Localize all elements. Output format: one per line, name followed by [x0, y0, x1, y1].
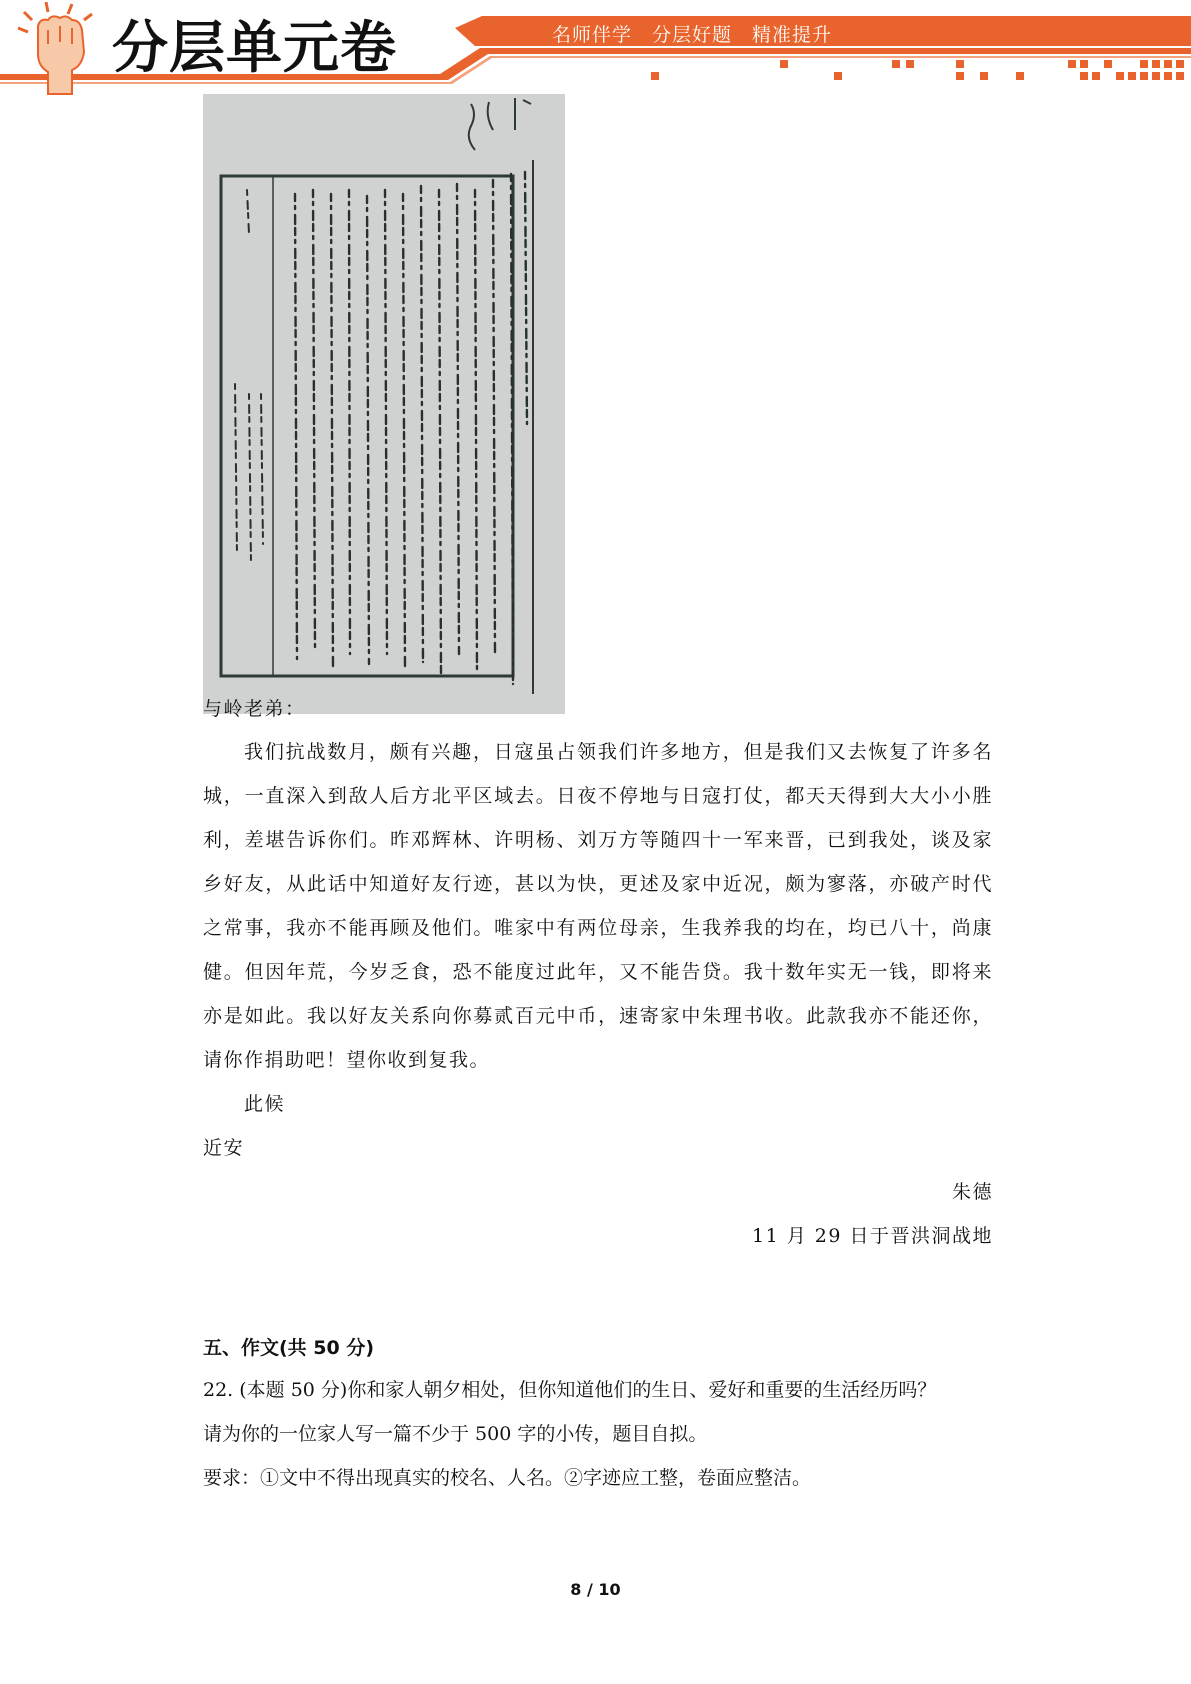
letter-line: 乡好友，从此话中知道好友行迹，甚以为快，更述及家中近况，颇为寥落，亦破产时代 [203, 873, 993, 895]
letter-line: 健。但因年荒，今岁乏食，恐不能度过此年，又不能告贷。我十数年实无一钱，即将来 [203, 961, 993, 983]
letter-greeting: 与岭老弟： [203, 698, 306, 720]
question-text: 请为你的一位家人写一篇不少于 500 字的小传，题目自拟。 [203, 1423, 708, 1445]
letter-line: 亦是如此。我以好友关系向你募贰百元中币，速寄家中朱理书收。此款我亦不能还你， [203, 1005, 993, 1027]
header-slogan: 名师伴学 分层好题 精准提升 [552, 24, 833, 46]
handwritten-letter-image [203, 94, 565, 714]
letter-closing: 此候 [244, 1093, 286, 1115]
page-number: 8 / 10 [570, 1580, 621, 1599]
letter-signature: 朱德 [951, 1181, 993, 1203]
fist-logo-icon [10, 0, 110, 98]
letter-line: 利，差堪告诉你们。昨邓辉林、许明杨、刘万方等随四十一军来晋，已到我处，谈及家 [203, 829, 993, 851]
section-title: 五、作文(共 50 分) [203, 1337, 375, 1359]
question-text: 22. (本题 50 分)你和家人朝夕相处，但你知道他们的生日、爱好和重要的生活经历吗？ [203, 1379, 937, 1401]
letter-line: 请你作捐助吧！望你收到复我。 [203, 1049, 491, 1071]
letter-line: 城，一直深入到敌人后方北平区域去。日夜不停地与日寇打仗，都天天得到大大小小胜 [203, 785, 993, 807]
letter-closing: 近安 [203, 1137, 245, 1159]
letter-line: 之常事，我亦不能再顾及他们。唯家中有两位母亲，生我养我的均在，均已八十，尚康 [203, 917, 993, 939]
page-header [0, 0, 1191, 100]
letter-line: 我们抗战数月，颇有兴趣，日寇虽占领我们许多地方，但是我们又去恢复了许多名 [244, 741, 993, 763]
letter-date: 11 月 29 日于晋洪洞战地 [752, 1225, 993, 1247]
brand-title: 分层单元卷 [112, 16, 397, 81]
requirements-text: 要求：①文中不得出现真实的校名、人名。②字迹应工整，卷面应整洁。 [203, 1467, 812, 1489]
